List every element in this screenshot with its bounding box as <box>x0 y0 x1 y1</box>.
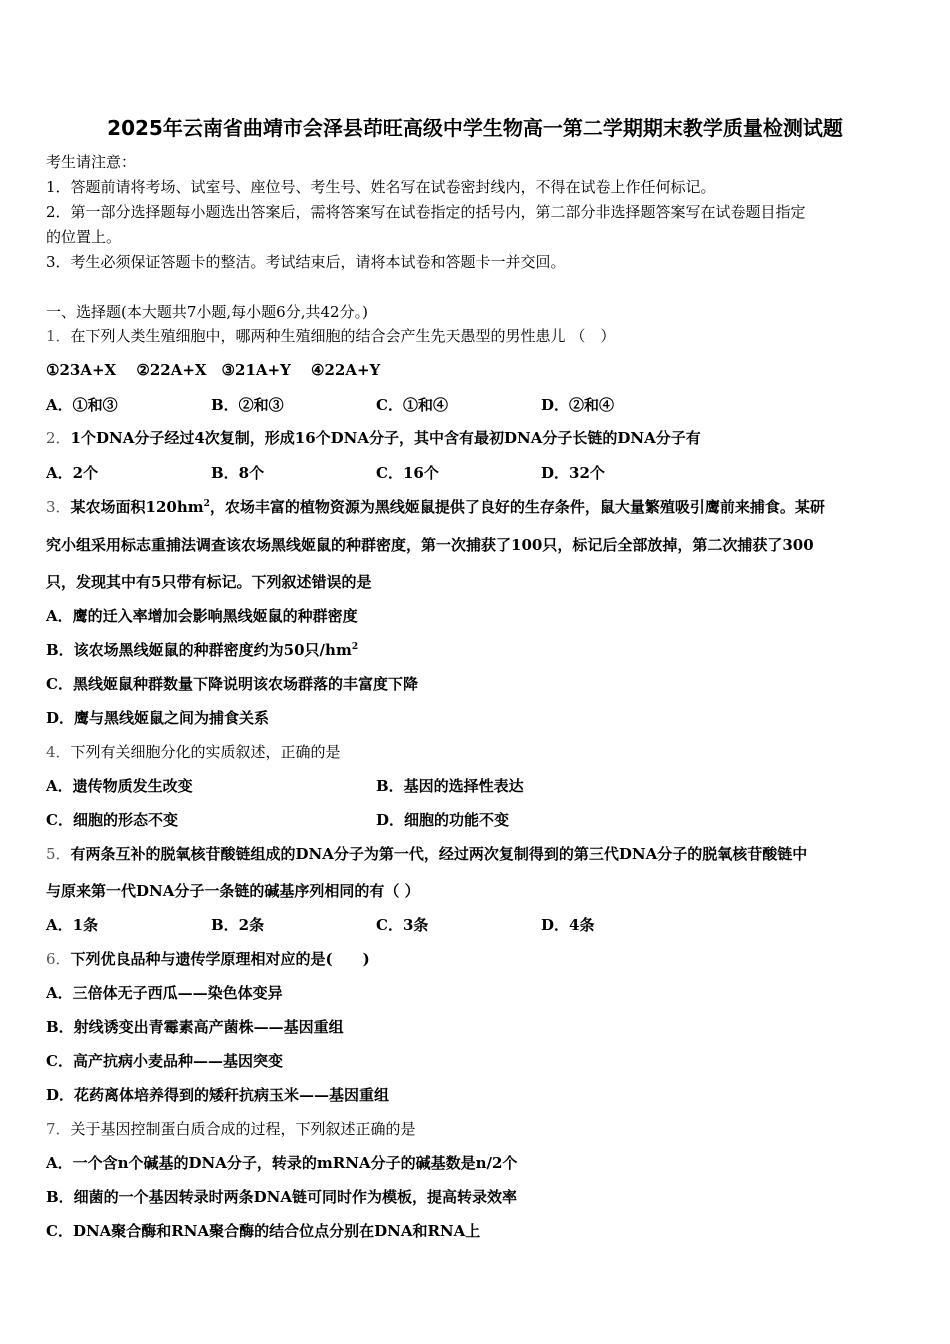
q5-option-d[interactable]: D．4条 <box>541 916 595 934</box>
question-3-line-1 <box>46 497 825 517</box>
q6-option-a[interactable]: A．三倍体无子西瓜——染色体变异 <box>46 984 283 1002</box>
question-number: 5． <box>46 845 71 863</box>
question-3-line-3: 只，发现其中有5只带有标记。下列叙述错误的是 <box>46 573 372 591</box>
q3-option-b[interactable] <box>46 640 358 660</box>
q6-option-d[interactable]: D．花药离体培养得到的矮秆抗病玉米——基因重组 <box>46 1086 390 1104</box>
question-number: 2． <box>46 429 71 447</box>
notice-item-2: 2．第一部分选择题每小题选出答案后，需将答案写在试卷指定的括号内，第二部分非选择题答案写在试卷题目指定 <box>46 203 806 221</box>
question-text: 关于基因控制蛋白质合成的过程，下列叙述正确的是 <box>70 1120 416 1138</box>
q3-option-d[interactable]: D．鹰与黑线姬鼠之间为捕食关系 <box>46 709 270 727</box>
q2-option-b[interactable]: B．8个 <box>211 464 265 482</box>
q2-option-a[interactable]: A．2个 <box>46 464 99 482</box>
q7-option-c[interactable]: C．DNA聚合酶和RNA聚合酶的结合位点分别在DNA和RNA上 <box>46 1222 481 1240</box>
question-6 <box>46 949 370 969</box>
question-text: 1个DNA分子经过4次复制，形成16个DNA分子，其中含有最初DNA分子长链的DNA分子有 <box>70 429 701 447</box>
notice-item-2-cont: 的位置上。 <box>46 228 122 246</box>
q1-option-a[interactable]: A．①和③ <box>46 396 118 414</box>
question-1-items: ①23A+X ②22A+X ③21A+Y ④22A+Y <box>46 361 381 379</box>
q6-option-c[interactable]: C．高产抗病小麦品种——基因突变 <box>46 1052 283 1070</box>
q6-option-b[interactable]: B．射线诱变出青霉素高产菌株——基因重组 <box>46 1018 344 1036</box>
q5-option-a[interactable]: A．1条 <box>46 916 99 934</box>
q7-option-b[interactable]: B．细菌的一个基因转录时两条DNA链可同时作为模板，提高转录效率 <box>46 1188 518 1206</box>
question-2 <box>46 428 701 448</box>
question-text: 某农场面积120hm <box>70 498 204 516</box>
section-heading: 一、选择题(本大题共7小题,每小题6分,共42分。) <box>46 303 368 321</box>
question-number: 3． <box>46 498 71 516</box>
page-title: 2025年云南省曲靖市会泽县茚旺高级中学生物高一第二学期期末教学质量检测试题 <box>107 116 843 140</box>
q4-option-a[interactable]: A．遗传物质发生改变 <box>46 777 193 795</box>
q1-option-c[interactable]: C．①和④ <box>376 396 448 414</box>
q5-option-b[interactable]: B．2条 <box>211 916 265 934</box>
question-text: 有两条互补的脱氧核苷酸链组成的DNA分子为第一代，经过两次复制得到的第三代DNA分子的脱氧核苷酸链中 <box>70 845 808 863</box>
question-text: 在下列人类生殖细胞中，哪两种生殖细胞的结合会产生先天愚型的男性患儿 （ ） <box>70 327 616 345</box>
notice-heading: 考生请注意： <box>46 153 137 171</box>
notice-item-3: 3．考生必须保证答题卡的整洁。考试结束后，请将本试卷和答题卡一并交回。 <box>46 253 566 271</box>
question-5-line-1 <box>46 844 807 864</box>
question-number: 7． <box>46 1120 71 1138</box>
question-4 <box>46 742 341 762</box>
q3-option-c[interactable]: C．黑线姬鼠种群数量下降说明该农场群落的丰富度下降 <box>46 675 418 693</box>
superscript: 2 <box>203 499 210 509</box>
question-text: 下列有关细胞分化的实质叙述，正确的是 <box>70 743 341 761</box>
q7-option-a[interactable]: A．一个含n个碱基的DNA分子，转录的mRNA分子的碱基数是n/2个 <box>46 1154 518 1172</box>
notice-item-1: 1．答题前请将考场、试室号、座位号、考生号、姓名写在试卷密封线内，不得在试卷上作任何标记。 <box>46 178 716 196</box>
option-text: B．该农场黑线姬鼠的种群密度约为50只/hm <box>46 641 352 659</box>
q4-option-b[interactable]: B．基因的选择性表达 <box>376 777 524 795</box>
superscript: 2 <box>351 642 359 652</box>
question-number: 1． <box>46 327 71 345</box>
q1-option-b[interactable]: B．②和③ <box>211 396 284 414</box>
question-3-line-2: 究小组采用标志重捕法调查该农场黑线姬鼠的种群密度，第一次捕获了100只，标记后全部放掉，第二次捕获了300 <box>46 536 814 554</box>
question-5-line-2: 与原来第一代DNA分子一条链的碱基序列相同的有（ ） <box>46 882 420 900</box>
q2-option-d[interactable]: D．32个 <box>541 464 605 482</box>
q4-option-d[interactable]: D．细胞的功能不变 <box>376 811 510 829</box>
q1-option-d[interactable]: D．②和④ <box>541 396 615 414</box>
question-number: 6． <box>46 950 71 968</box>
question-text: 下列优良品种与遗传学原理相对应的是( ) <box>70 950 370 968</box>
q4-option-c[interactable]: C．细胞的形态不变 <box>46 811 178 829</box>
q3-option-a[interactable]: A．鹰的迁入率增加会影响黑线姬鼠的种群密度 <box>46 607 358 625</box>
question-text-cont: ，农场丰富的植物资源为黑线姬鼠提供了良好的生存条件，鼠大量繁殖吸引鹰前来捕食。某研 <box>209 498 825 516</box>
q2-option-c[interactable]: C．16个 <box>376 464 439 482</box>
question-number: 4． <box>46 743 71 761</box>
q5-option-c[interactable]: C．3条 <box>376 916 429 934</box>
question-1 <box>46 326 615 346</box>
question-7 <box>46 1119 416 1139</box>
